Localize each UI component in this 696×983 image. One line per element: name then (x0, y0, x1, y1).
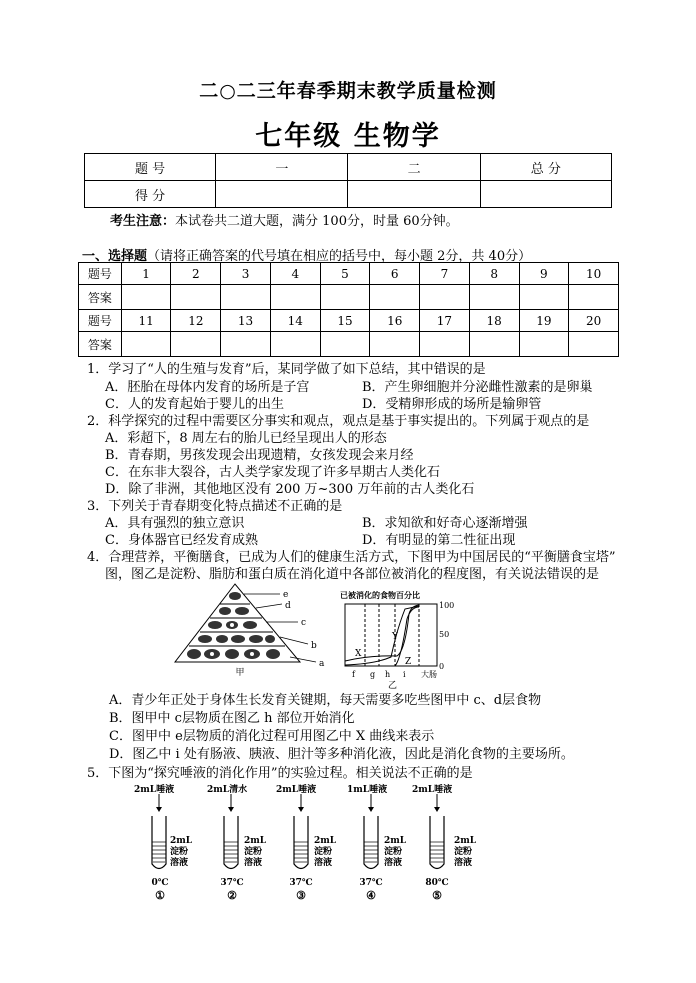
test-tube (428, 794, 446, 874)
question-number: 4 (270, 263, 320, 285)
score-header-total: 总 分 (480, 154, 611, 181)
tube-side-line: 2mL (314, 836, 337, 846)
tube-experiment-figure (130, 782, 500, 902)
tube-side-line: 溶液 (170, 858, 189, 868)
option: A．胚胎在母体内发育的场所是子宫 (105, 380, 310, 395)
tube-side-label (454, 836, 476, 869)
option: D．图乙中 i 处有肠液、胰液、胆汁等多种消化液，因此是消化食物的主要场所。 (109, 747, 574, 762)
score-cell[interactable] (348, 181, 480, 208)
tube-side-line: 淀粉 (244, 847, 263, 857)
tube-number: ⑤ (432, 889, 442, 902)
curve-label: Y (392, 632, 398, 642)
test-tube (150, 794, 168, 874)
answer-cell[interactable] (221, 285, 271, 310)
question-number: 18 (469, 310, 519, 332)
figure-caption: 甲 (235, 668, 245, 677)
option: B．图甲中 c层物质在图乙 h 部位开始消化 (109, 711, 355, 726)
answer-cell[interactable] (320, 332, 370, 357)
score-cell[interactable] (216, 181, 348, 208)
test-tube (222, 794, 240, 874)
exam-notice (110, 210, 459, 229)
tube-side-label (244, 836, 266, 869)
score-header-part2: 二 (348, 154, 480, 181)
tube-number: ① (155, 889, 165, 902)
tube-side-line: 2mL (244, 836, 267, 846)
x-label: 大肠 (421, 670, 437, 679)
curve-label: X (355, 649, 362, 659)
answer-cell[interactable] (221, 332, 271, 357)
section-instruction: （请将正确答案的代号填在相应的括号中，每小题 2分，共 40分） (147, 249, 532, 264)
score-table (84, 153, 612, 208)
tube-side-line: 溶液 (454, 858, 473, 868)
answer-row-label: 答案 (79, 285, 122, 310)
answer-row-label: 题号 (79, 263, 122, 285)
x-label: h (385, 670, 391, 679)
answer-cell[interactable] (270, 332, 320, 357)
answer-table (78, 262, 619, 357)
answer-cell[interactable] (420, 332, 470, 357)
answer-cell[interactable] (519, 332, 569, 357)
y-tick: 50 (439, 630, 450, 639)
question-number: 19 (519, 310, 569, 332)
notice-label: 考生注意： (110, 214, 176, 229)
curve-label: Z (405, 657, 412, 667)
tube-side-line: 2mL (454, 836, 477, 846)
tube-top-label: 2mL唾液 (276, 785, 317, 795)
tube-side-line: 溶液 (384, 858, 403, 868)
subject-title: 七年级 生物学 (255, 121, 441, 152)
tube-top-label: 2mL唾液 (412, 785, 453, 795)
option: B．青春期，男孩发现会出现遗精，女孩发现会来月经 (105, 448, 414, 463)
option: A．具有强烈的独立意识 (105, 516, 245, 531)
option: C．人的发育起始于婴儿的出生 (105, 397, 284, 412)
graph-title: 已被消化的食物百分比 (340, 590, 420, 600)
answer-cell[interactable] (171, 332, 221, 357)
y-tick: 100 (439, 601, 455, 610)
tube-side-line: 淀粉 (314, 847, 333, 857)
food-pyramid-figure (170, 582, 340, 677)
question-number: 8 (469, 263, 519, 285)
question-stem: 3．下列关于青春期变化特点描述不正确的是 (87, 499, 343, 514)
tube-number: ③ (296, 889, 306, 902)
test-tube (362, 794, 380, 874)
tube-temp: 37℃ (289, 878, 313, 888)
option: B．求知欲和好奇心逐渐增强 (362, 516, 528, 531)
tube-side-line: 2mL (384, 836, 407, 846)
tube-temp: 37℃ (220, 878, 244, 888)
question-stem: 1．学习了“人的生殖与发育”后，某同学做了如下总结，其中错误的是 (87, 362, 486, 377)
question-stem: 2．科学探究的过程中需要区分事实和观点，观点是基于事实提出的。下列属于观点的是 (87, 414, 590, 429)
option: B．产生卵细胞并分泌雌性激素的是卵巢 (362, 380, 593, 395)
answer-cell[interactable] (469, 285, 519, 310)
answer-cell[interactable] (569, 285, 619, 310)
answer-cell[interactable] (171, 285, 221, 310)
question-number: 15 (320, 310, 370, 332)
pyramid-layer-label: d (285, 601, 291, 611)
question-number: 9 (519, 263, 569, 285)
question-number: 10 (569, 263, 619, 285)
tube-temp: 37℃ (359, 878, 383, 888)
score-cell[interactable] (480, 181, 611, 208)
score-header-label: 题 号 (85, 154, 216, 181)
answer-cell[interactable] (370, 332, 420, 357)
score-row-label: 得 分 (85, 181, 216, 208)
x-label: g (370, 670, 376, 679)
y-tick: 0 (439, 662, 445, 671)
tube-temp: 0℃ (151, 878, 169, 888)
section-heading: 一、选择题 (82, 249, 148, 264)
question-number: 6 (370, 263, 420, 285)
tube-side-line: 淀粉 (170, 847, 189, 857)
question-number: 11 (121, 310, 171, 332)
answer-cell[interactable] (519, 285, 569, 310)
tube-number: ④ (366, 889, 376, 902)
answer-cell[interactable] (121, 285, 171, 310)
tube-side-label (384, 836, 406, 869)
figure-caption: 乙 (388, 681, 398, 691)
answer-cell[interactable] (469, 332, 519, 357)
tube-side-line: 溶液 (314, 858, 333, 868)
answer-cell[interactable] (370, 285, 420, 310)
pyramid-layer-label: b (311, 641, 317, 651)
question-number: 20 (569, 310, 619, 332)
exam-title: 二○二三年春季期末教学质量检测 (199, 80, 497, 102)
answer-row-label: 题号 (79, 310, 122, 332)
tube-side-line: 淀粉 (384, 847, 403, 857)
answer-cell[interactable] (121, 332, 171, 357)
option: C．身体器官已经发育成熟 (105, 533, 258, 548)
tube-temp: 80℃ (425, 878, 449, 888)
answer-cell[interactable] (270, 285, 320, 310)
answer-row-label: 答案 (79, 332, 122, 357)
tube-number: ② (227, 889, 237, 902)
option: C．在东非大裂谷，古人类学家发现了许多早期古人类化石 (105, 465, 440, 480)
answer-cell[interactable] (420, 285, 470, 310)
tube-top-label: 2mL唾液 (134, 785, 175, 795)
option: D．有明显的第二性征出现 (362, 533, 516, 548)
answer-cell[interactable] (320, 285, 370, 310)
question-number: 1 (121, 263, 171, 285)
notice-text: 本试卷共二道大题，满分 100分，时量 60分钟。 (175, 214, 459, 229)
tube-top-label: 1mL唾液 (347, 785, 388, 795)
pyramid-layer-label: c (301, 618, 307, 628)
score-header-part1: 一 (216, 154, 348, 181)
tube-side-line: 2mL (170, 836, 193, 846)
question-stem: 4．合理营养，平衡膳食，已成为人们的健康生活方式，下图甲为中国居民的“平衡膳食宝塔” (87, 550, 616, 565)
option: C．图甲中 e层物质的消化过程可用图乙中 X 曲线来表示 (109, 729, 435, 744)
question-number: 2 (171, 263, 221, 285)
pyramid-layer-label: a (319, 659, 325, 669)
option: A．彩超下，8 周左右的胎儿已经呈现出人的形态 (105, 431, 387, 446)
answer-cell[interactable] (569, 332, 619, 357)
question-number: 17 (420, 310, 470, 332)
question-number: 16 (370, 310, 420, 332)
question-stem: 5．下图为“探究唾液的消化作用”的实验过程。相关说法不正确的是 (87, 766, 473, 781)
option: A．青少年正处于身体生长发育关键期，每天需要多吃些图甲中 c、d层食物 (109, 693, 542, 708)
question-number: 7 (420, 263, 470, 285)
tube-side-label (170, 836, 192, 869)
tube-side-label (314, 836, 336, 869)
tube-side-line: 淀粉 (454, 847, 473, 857)
question-number: 12 (171, 310, 221, 332)
pyramid-layer-label: e (283, 590, 289, 600)
tube-side-line: 溶液 (244, 858, 263, 868)
option: D．受精卵形成的场所是输卵管 (362, 397, 542, 412)
question-number: 3 (221, 263, 271, 285)
tube-top-label: 2mL清水 (207, 785, 248, 795)
question-number: 13 (221, 310, 271, 332)
test-tube (292, 794, 310, 874)
digestion-graph-figure (335, 589, 470, 691)
x-label: i (403, 670, 406, 679)
option: D．除了非洲，其他地区没有 200 万~300 万年前的古人类化石 (105, 482, 475, 497)
question-number: 14 (270, 310, 320, 332)
question-stem-continued: 图，图乙是淀粉、脂肪和蛋白质在消化道中各部位被消化的程度图，有关说法错误的是 (105, 567, 600, 582)
question-number: 5 (320, 263, 370, 285)
x-label: f (352, 670, 355, 679)
